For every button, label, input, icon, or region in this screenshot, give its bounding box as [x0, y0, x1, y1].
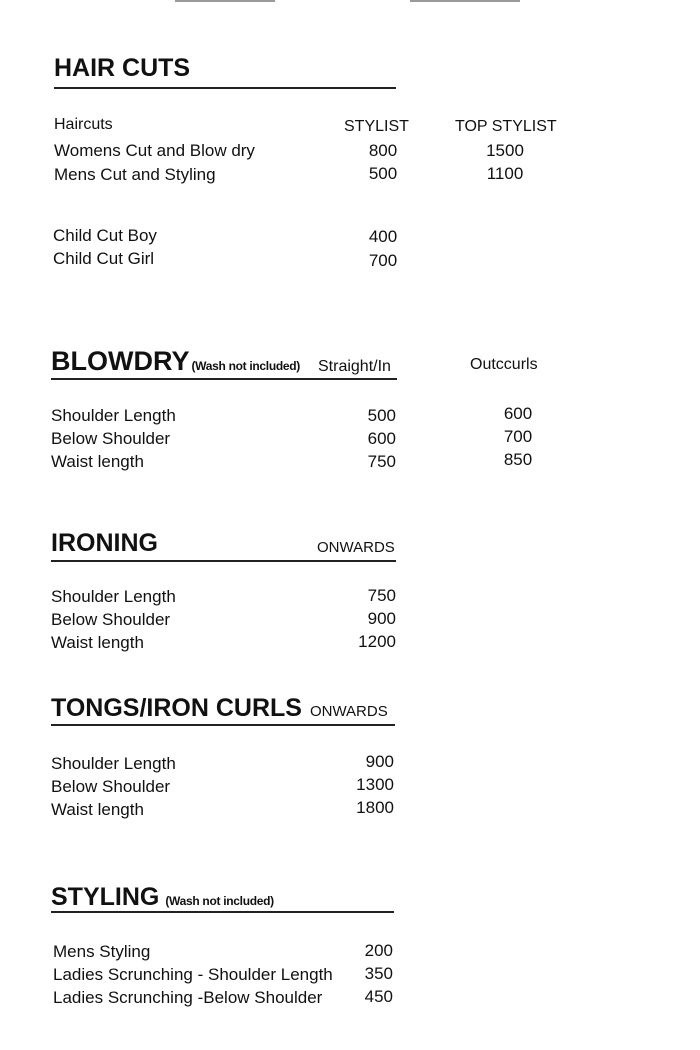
top-edge-line-right	[410, 0, 520, 2]
haircuts-rule	[54, 87, 396, 89]
haircuts-col-stylist: STYLIST	[344, 118, 409, 135]
tongs-title	[51, 694, 388, 723]
blowdry-row-name: Shoulder Length	[51, 406, 176, 425]
blowdry-col-outcurls: Outccurls	[470, 356, 538, 373]
blowdry-rule	[51, 378, 397, 380]
haircuts-row-top-price: 1100	[486, 164, 524, 183]
ironing-row-price: 750	[367, 586, 396, 605]
blowdry-title-text: BLOWDRY	[51, 346, 190, 376]
tongs-row-name: Shoulder Length	[51, 754, 176, 773]
haircuts-row-name: Child Cut Girl	[53, 249, 155, 268]
haircuts-row-stylist-price: 800	[368, 141, 398, 160]
styling-row-name: Mens Styling	[53, 942, 151, 961]
blowdry-row-straight-price: 750	[367, 452, 396, 471]
tongs-row-price: 1800	[356, 798, 394, 817]
haircuts-row-name: Child Cut Boy	[53, 226, 157, 245]
ironing-row-price: 1200	[358, 632, 396, 651]
blowdry-col-straight: Straight/In	[318, 358, 391, 375]
blowdry-row-outcurls-price: 850	[503, 450, 533, 469]
haircuts-title: HAIR CUTS	[54, 54, 191, 82]
blowdry-row-straight-price: 500	[367, 406, 396, 425]
ironing-row-name: Shoulder Length	[51, 587, 176, 606]
ironing-onwards: ONWARDS	[317, 539, 395, 556]
ironing-title: IRONING	[51, 529, 158, 557]
tongs-onwards: ONWARDS	[309, 703, 388, 720]
haircuts-row-top-price: 1500	[486, 141, 524, 160]
tongs-row-price: 1300	[356, 775, 394, 794]
styling-row-price: 350	[364, 964, 393, 983]
blowdry-title	[51, 346, 300, 377]
haircuts-col-top-stylist: TOP STYLIST	[455, 118, 557, 135]
haircuts-row-stylist-price: 500	[368, 164, 398, 183]
tongs-row-name: Below Shoulder	[51, 777, 171, 796]
tongs-rule	[51, 724, 395, 726]
haircuts-row-stylist-price: 700	[368, 251, 398, 270]
blowdry-row-outcurls-price: 600	[503, 404, 533, 423]
styling-row-name: Ladies Scrunching -Below Shoulder	[53, 988, 323, 1007]
styling-title-text: STYLING	[51, 883, 160, 911]
ironing-row-name: Below Shoulder	[51, 610, 171, 629]
styling-title	[51, 883, 274, 912]
haircuts-col-label: Haircuts	[54, 116, 113, 133]
styling-rule	[51, 911, 394, 913]
blowdry-note: (Wash not included)	[191, 359, 300, 373]
styling-row-name: Ladies Scrunching - Shoulder Length	[53, 965, 333, 984]
haircuts-row-name: Mens Cut and Styling	[54, 165, 216, 184]
ironing-row-name: Waist length	[51, 633, 144, 652]
tongs-row-name: Waist length	[51, 800, 144, 819]
blowdry-row-straight-price: 600	[367, 429, 396, 448]
styling-row-price: 200	[364, 941, 393, 960]
blowdry-row-outcurls-price: 700	[503, 427, 533, 446]
tongs-title-text: TONGS/IRON CURLS	[51, 694, 302, 722]
top-edge-line-left	[175, 0, 275, 2]
ironing-row-price: 900	[367, 609, 396, 628]
blowdry-row-name: Below Shoulder	[51, 429, 171, 448]
blowdry-row-name: Waist length	[51, 452, 144, 471]
styling-note: (Wash not included)	[165, 894, 274, 908]
haircuts-row-stylist-price: 400	[368, 227, 398, 246]
styling-row-price: 450	[364, 987, 393, 1006]
ironing-rule	[51, 560, 396, 562]
tongs-row-price: 900	[365, 752, 394, 771]
haircuts-row-name: Womens Cut and Blow dry	[54, 141, 255, 160]
